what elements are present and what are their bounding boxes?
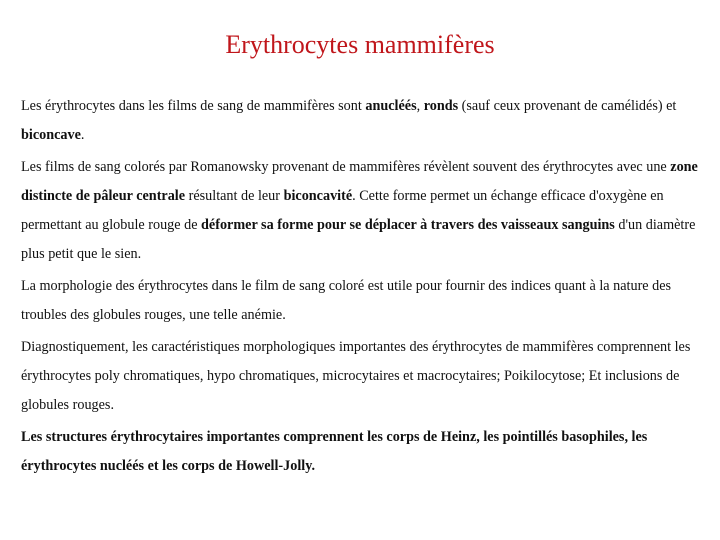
paragraph-morphology [21,272,701,330]
text: . Cette forme permet un échange efficace d'oxygène en permettant au globule rouge de [21,188,664,233]
paragraph-diagnostic [21,333,701,420]
paragraph-structures [21,423,701,481]
slide-title: Erythrocytes mammifères [225,30,495,59]
bold-deform: déformer sa forme pour se déplacer à travers des vaisseaux sanguins [201,217,615,233]
paragraph-erythrocyte-shape [21,92,701,150]
text: (sauf ceux provenant de camélidés) et [458,98,677,114]
bold-biconcavity: biconcavité [283,188,353,204]
bold-round: ronds [423,98,459,114]
bold-central-pallor: zone distincte de pâleur centrale [21,159,698,204]
bold-biconcave: biconcave [21,127,81,143]
text: résultant de leur [185,188,284,204]
text: . [80,127,85,143]
paragraph-romanowsky [21,153,701,269]
slide-body [21,92,701,484]
text: Les érythrocytes dans les films de sang de mammifères sont [21,98,366,114]
text: Diagnostiquement, les caractéristiques morphologiques importantes des érythrocytes de mammifères comprennent les érythrocytes poly chromatiques, hypo chromatiques, microcytaires et macrocytaires; Poikilocytose; Et inclusions de globules rouges. [21,339,691,413]
bold-anucleate: anucléés [365,98,417,114]
text: La morphologie des érythrocytes dans le film de sang coloré est utile pour fournir des indices quant à la nature des troubles des globules rouges, une telle anémie. [21,278,672,323]
text: , [416,98,424,114]
bold-structures: Les structures érythrocytaires importantes comprennent les corps de Heinz, les pointillés basophiles, les érythrocytes nucléés et les corps de Howell-Jolly. [21,429,648,474]
text: d'un diamètre plus petit que le sien. [21,217,696,262]
text: Les films de sang colorés par Romanowsky provenant de mammifères révèlent souvent des érythrocytes avec une [21,159,671,175]
